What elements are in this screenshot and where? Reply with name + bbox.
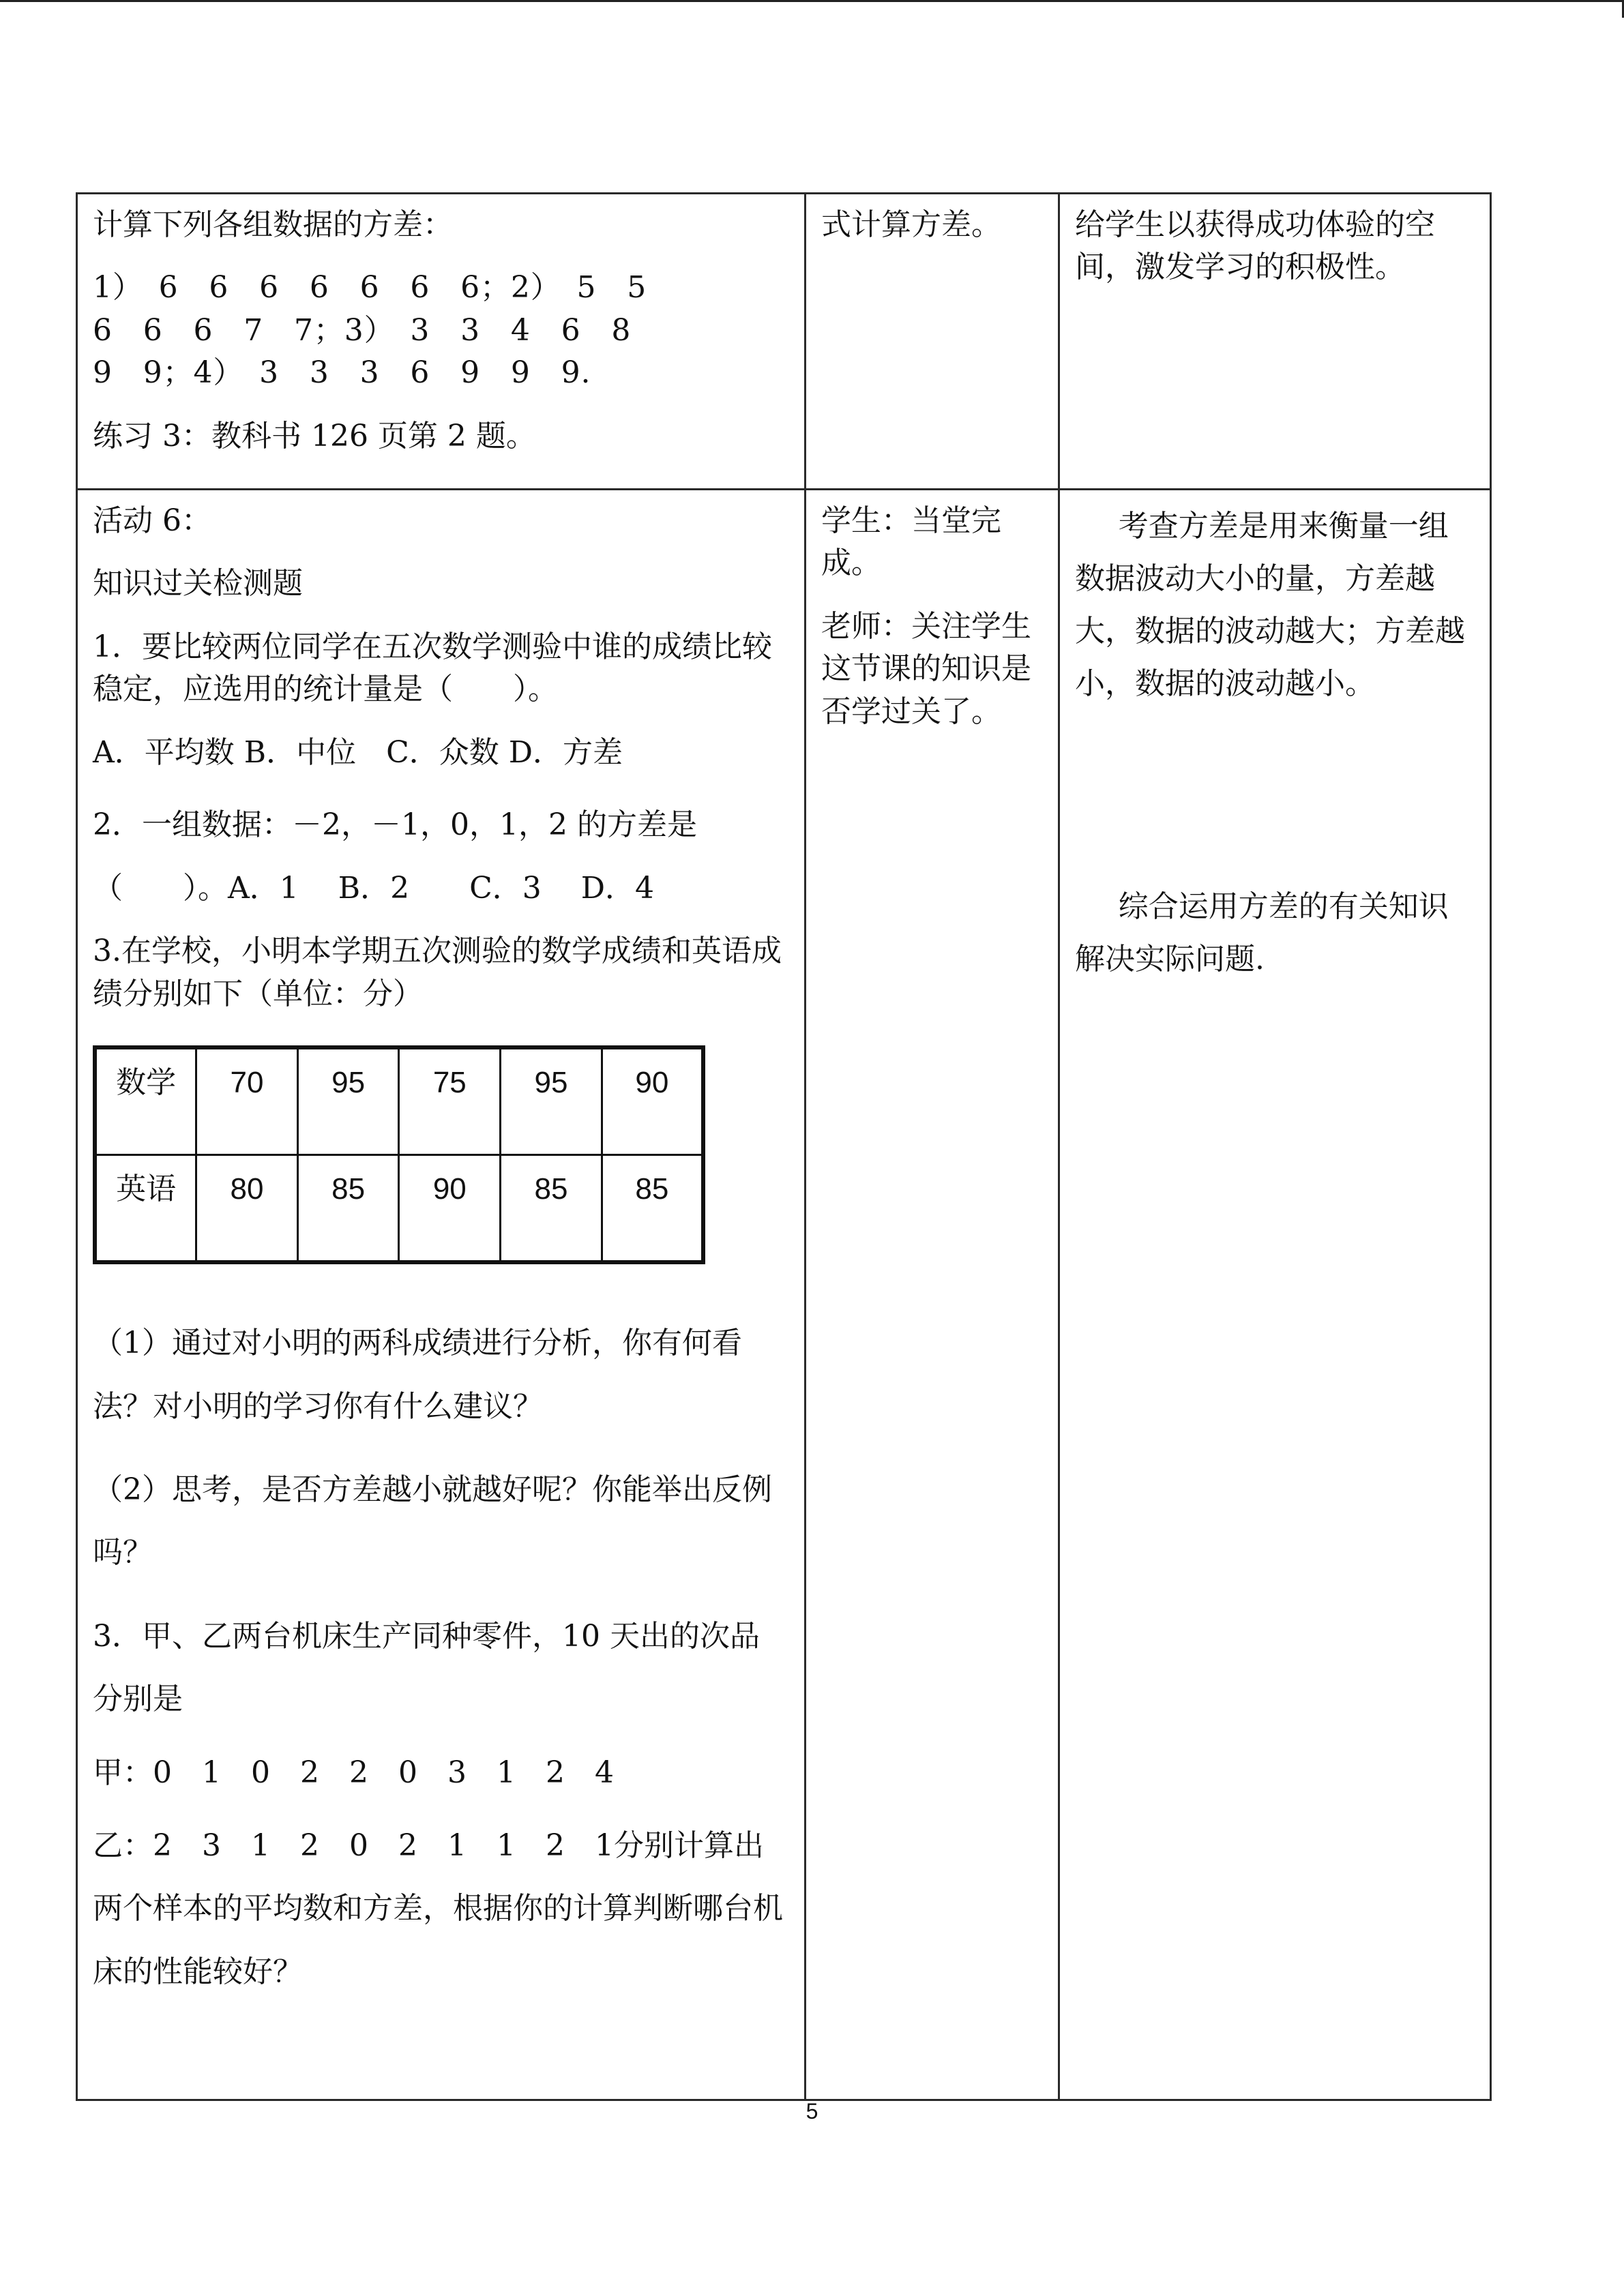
content-cell: [77, 194, 806, 490]
score-cell: 95: [297, 1047, 399, 1155]
activity-cell: [806, 194, 1059, 490]
question-4: 3．甲、乙两台机床生产同种零件，10 天出的次品分别是: [93, 1618, 760, 1717]
intent-cell: [1059, 490, 1491, 2100]
question-3-part-1: （1）通过对小明的两科成绩进行分析，你有何看法？对小明的学习你有什么建议？: [93, 1326, 742, 1424]
score-cell: 80: [196, 1155, 298, 1263]
exercise-title: 计算下列各组数据的方差：: [93, 207, 453, 242]
design-intent-1: 考查方差是用来衡量一组数据波动大小的量，方差越大，数据的波动越大；方差越小，数据的波动越小。: [1075, 509, 1465, 701]
table-row: [95, 1047, 703, 1155]
score-cell: 90: [399, 1155, 501, 1263]
machine-yi-data: 乙：2 3 1 2 0 2 1 1 2 1分别计算出两个样本的平均数和方差，根据你的计算判断哪台机床的性能较好？: [93, 1828, 783, 1989]
page-number: 5: [806, 2099, 818, 2123]
score-cell: 85: [602, 1155, 703, 1263]
table-row: [95, 1155, 703, 1263]
question-3: 3.在学校，小明本学期五次测验的数学成绩和英语成绩分别如下（单位：分）: [93, 934, 782, 1011]
question-1-options: A．平均数 B．中位 C．众数 D．方差: [93, 734, 623, 770]
activity-text: 式计算方差。: [821, 207, 1001, 242]
intent-text: 给学生以获得成功体验的空间，激发学习的积极性。: [1075, 207, 1435, 285]
score-cell: 95: [501, 1047, 602, 1155]
score-cell: 75: [399, 1047, 501, 1155]
intent-cell: [1059, 194, 1491, 490]
student-activity: 学生：当堂完成。: [821, 503, 1001, 581]
score-cell: 90: [602, 1047, 703, 1155]
score-cell: 85: [297, 1155, 399, 1263]
question-2-options: （ ）。A．1 B．2 C．3 D．4: [93, 870, 655, 906]
data-set-line: 9 9；4） 3 3 3 6 9 9 9.: [93, 355, 591, 391]
subject-english: 英语: [95, 1155, 196, 1263]
section-heading: 知识过关检测题: [93, 566, 303, 601]
top-border-line: [0, 0, 1624, 2]
design-intent-2: 综合运用方差的有关知识解决实际问题.: [1075, 889, 1449, 976]
activity-label: 活动 6：: [93, 503, 211, 538]
table-row: [77, 194, 1491, 490]
machine-jia-data: 甲：0 1 0 2 2 0 3 1 2 4: [93, 1755, 614, 1790]
scores-table: [93, 1045, 705, 1264]
subject-math: 数学: [95, 1047, 196, 1155]
question-3-part-2: （2）思考，是否方差越小就越好呢？你能举出反例吗？: [93, 1472, 772, 1570]
score-cell: 70: [196, 1047, 298, 1155]
teacher-activity: 老师：关注学生这节课的知识是否学过关了。: [821, 608, 1031, 729]
activity-cell: [806, 490, 1059, 2100]
data-set-line: 1） 6 6 6 6 6 6 6；2） 5 5: [93, 270, 647, 305]
question-2: 2．一组数据：－2，－1，0，1，2 的方差是: [93, 807, 697, 843]
content-cell: [77, 490, 806, 2100]
exercise-reference: 练习 3：教科书 126 页第 2 题。: [93, 418, 536, 453]
question-1: 1．要比较两位同学在五次数学测验中谁的成绩比较稳定，应选用的统计量是（ ）。: [93, 629, 772, 707]
table-row: [77, 490, 1491, 2100]
data-set-line: 6 6 6 7 7；3） 3 3 4 6 8: [93, 312, 632, 348]
score-cell: 85: [501, 1155, 602, 1263]
lesson-plan-table: [76, 192, 1492, 2101]
